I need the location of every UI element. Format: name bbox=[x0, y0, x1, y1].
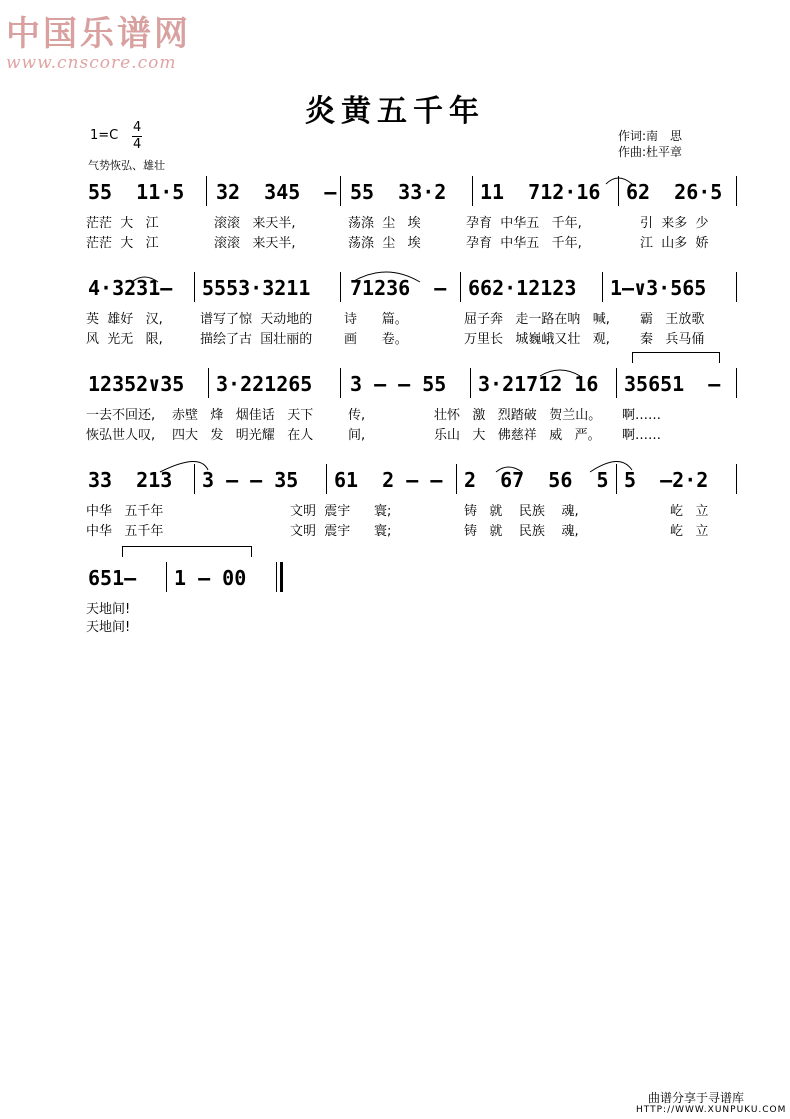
lyric-line1-m13: 传, bbox=[348, 408, 366, 423]
lyric-line1-m2: 滚滚 来天半, bbox=[214, 216, 296, 231]
measure-15-notes: 35651 – bbox=[624, 372, 721, 396]
lyric-line2-m7: 描绘了古 国壮丽的 bbox=[200, 332, 313, 347]
measure-17-notes: 3 – – 35 bbox=[202, 468, 299, 492]
lyric-line2-m15: 啊…… bbox=[622, 428, 662, 443]
measure-10-notes: 1–∨3·565 bbox=[610, 276, 707, 300]
measure-20-notes: 5 –2·2 bbox=[624, 468, 709, 492]
lyric-line2-m3: 荡涤 尘 埃 bbox=[348, 236, 421, 251]
lyric-line2-m6: 风 光无 限, bbox=[86, 332, 163, 347]
measure-13-notes: 3 – – 55 bbox=[350, 372, 447, 396]
measure-5-notes: 62 26·5 bbox=[626, 180, 723, 204]
lyric-line2-m1: 茫茫 大 江 bbox=[86, 236, 159, 251]
lyric-line2-m8: 画 卷。 bbox=[344, 332, 408, 347]
time-signature-bottom: 4 bbox=[133, 137, 142, 152]
measure-14-notes: 3·21712 16 bbox=[478, 372, 599, 396]
watermark-site-name: 中国乐谱网 bbox=[6, 14, 191, 54]
measure-8-notes: 71236 – bbox=[350, 276, 447, 300]
lyric-line1-m15: 啊…… bbox=[622, 408, 662, 423]
lyric-line2-m16: 中华 五千年 bbox=[86, 524, 164, 539]
measure-22-notes: 1 – 00 bbox=[174, 566, 247, 590]
lyric-line1-m18: 寰; bbox=[374, 504, 392, 519]
lyric-line2-m20: 屹 立 bbox=[670, 524, 709, 539]
lyric-line2-m5: 江 山多 娇 bbox=[640, 236, 709, 251]
lyric-line2-m12: 四大 发 明光耀 在人 bbox=[172, 428, 314, 443]
lyric-line1-m9: 屈子奔 走一路在呐 喊, bbox=[464, 312, 610, 327]
measure-2-notes: 32 345 – bbox=[216, 180, 337, 204]
measure-3-notes: 55 33·2 bbox=[350, 180, 447, 204]
measure-1-notes: 55 11·5 bbox=[88, 180, 185, 204]
lyric-line2-m18: 寰; bbox=[374, 524, 392, 539]
measure-18-notes: 61 2 – – bbox=[334, 468, 443, 492]
watermark-site-url: www.cnscore.com bbox=[6, 53, 177, 73]
footer-share-text: 曲谱分享于寻谱库 bbox=[648, 1091, 745, 1105]
lyric-line1-m6: 英 雄好 汉, bbox=[86, 312, 163, 327]
lyric-line1-m20: 屹 立 bbox=[670, 504, 709, 519]
lyric-line2-m11: 恢弘世人叹, bbox=[86, 428, 156, 443]
lyric-line2-m17: 文明 震宇 bbox=[290, 524, 351, 539]
slur bbox=[352, 272, 420, 282]
score-title: 炎黄五千年 bbox=[305, 94, 485, 129]
lyric-line1-m3: 荡涤 尘 埃 bbox=[348, 216, 421, 231]
lyric-line1-m5: 引 来多 少 bbox=[640, 216, 709, 231]
measure-9-notes: 662·12123 bbox=[468, 276, 577, 300]
lyric-line1-m19: 铸 就 民族 魂, bbox=[464, 504, 579, 519]
lyric-line1-m10: 霸 王放歌 bbox=[640, 312, 705, 327]
slur bbox=[496, 467, 522, 472]
slur bbox=[590, 461, 632, 472]
lyric-line1-m7: 谱写了惊 天动地的 bbox=[200, 312, 313, 327]
lyric-line2-m10: 秦 兵马俑 bbox=[640, 332, 705, 347]
lyric-line2-m13: 间, bbox=[348, 428, 366, 443]
lyric-line1-m17: 文明 震宇 bbox=[290, 504, 351, 519]
time-signature-top: 4 bbox=[133, 120, 142, 135]
lyric-line2-m14: 乐山 大 佛慈祥 威 严。 bbox=[434, 428, 601, 443]
measure-4-notes: 11 712·16 bbox=[480, 180, 601, 204]
lyric-line1-m14: 壮怀 激 烈踏破 贺兰山。 bbox=[434, 408, 602, 423]
measure-7-notes: 5553·3211 bbox=[202, 276, 311, 300]
measure-11-notes: 12352∨35 bbox=[88, 372, 185, 396]
lyric-line2-m19: 铸 就 民族 魂, bbox=[464, 524, 579, 539]
key-signature: 1=C bbox=[90, 128, 119, 143]
lyric-line1-m12: 赤壁 烽 烟佳话 天下 bbox=[172, 408, 314, 423]
lyric-line1-m4: 孕育 中华五 千年, bbox=[466, 216, 582, 231]
slur bbox=[132, 277, 158, 282]
lyric-line1-m11: 一去不回还, bbox=[86, 408, 156, 423]
lyric-line2-m2: 滚滚 来天半, bbox=[214, 236, 296, 251]
slur bbox=[606, 178, 632, 184]
lyric-line1-m16: 中华 五千年 bbox=[86, 504, 164, 519]
expression-mark: 气势恢弘、雄壮 bbox=[88, 159, 165, 172]
measure-19-notes: 2 67 56 5 bbox=[464, 468, 609, 492]
composer-credit: 作曲:杜平章 bbox=[618, 145, 683, 159]
lyric-line1-m1: 茫茫 大 江 bbox=[86, 216, 159, 231]
footer-url: HTTP://WWW.XUNPUKU.COM bbox=[636, 1105, 787, 1115]
lyric-line2-m9: 万里长 城巍峨又壮 观, bbox=[464, 332, 610, 347]
lyric-line2-m21: 天地间! bbox=[86, 620, 131, 635]
lyric-line1-m21: 天地间! bbox=[86, 602, 131, 617]
slur bbox=[540, 370, 580, 376]
lyric-line2-m4: 孕育 中华五 千年, bbox=[466, 236, 582, 251]
measure-12-notes: 3·221265 bbox=[216, 372, 313, 396]
lyric-line1-m8: 诗 篇。 bbox=[344, 312, 408, 327]
measure-6-notes: 4·3231– bbox=[88, 276, 173, 300]
slur bbox=[160, 461, 208, 472]
measure-16-notes: 33 213 bbox=[88, 468, 173, 492]
lyricist-credit: 作词:南 思 bbox=[618, 129, 683, 143]
measure-21-notes: 651– bbox=[88, 566, 137, 590]
